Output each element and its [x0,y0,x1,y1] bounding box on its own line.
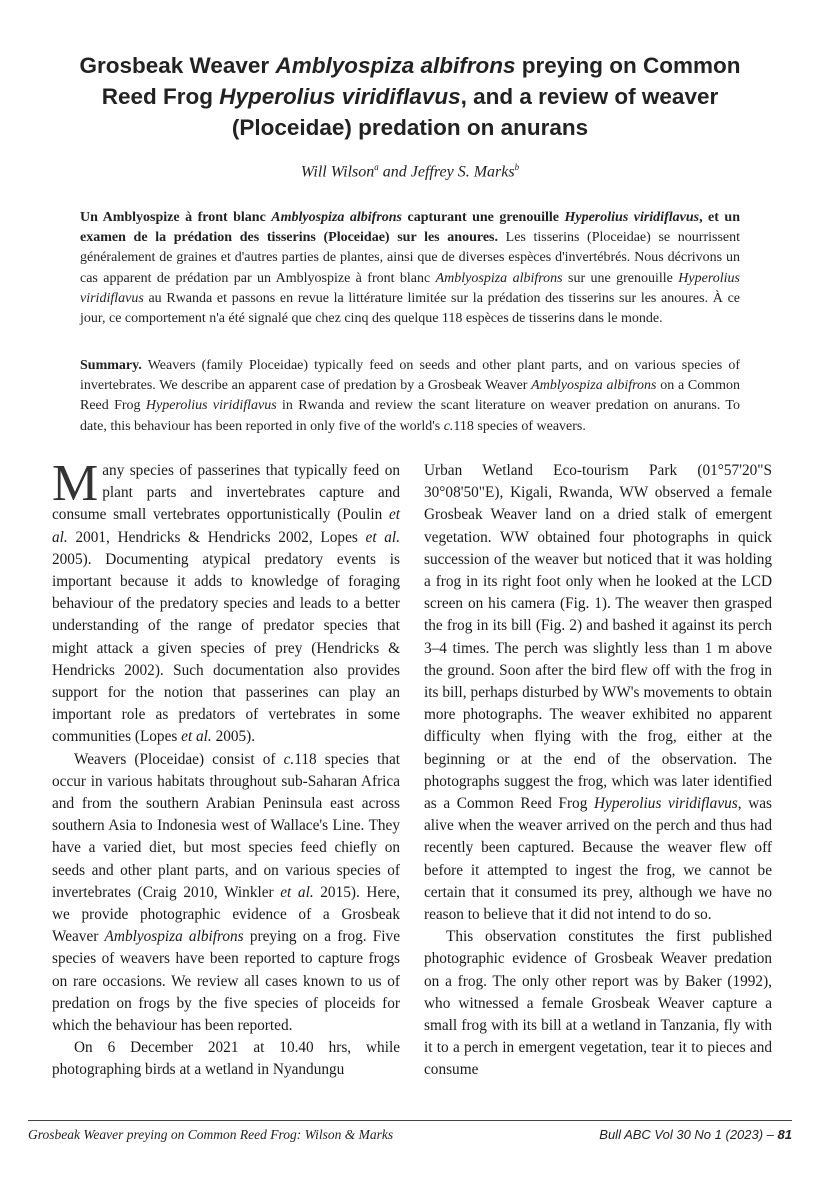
author-line [40,156,780,183]
body-text: , was alive when the weaver arrived on the perch and thus had recently been captured. Because the weaver flew off before it attempted to ingest the frog, we cannot be certain that it consumed its prey, although we have no reason to believe that it did not intend to do so. [424,795,772,924]
body-paragraph [424,460,772,926]
body-text: et al. [181,728,212,746]
body-paragraph [52,749,400,1038]
title-text: Reed Frog [101,84,220,109]
species-name: Hyperolius viridiflavus [594,795,738,813]
body-text: 118 species that occur in various habitats throughout sub-Saharan Africa and from the southern Arabian Peninsula east across southern Asia to Indonesia west of Wallace's Line. They have a varied diet, but most species feed chiefly on seeds and other plant parts, and on various species of invertebrates (Craig 2010, Winkler [52,750,400,901]
body-column-right [424,460,772,1082]
abstract-text: au Rwanda et passons en revue la littérature limitée sur la prédation des tisserins sur les anoures. À ce jour, ce comportement n'a été signalé que chez cinq des quelque 118 espèces de tisserins dans le monde. [80,290,740,327]
body-text: Weavers (Ploceidae) consist of [74,750,284,768]
body-text: c. [283,750,295,768]
title-text: Grosbeak Weaver [79,53,276,78]
abstract-text: in Rwanda and review the scant literature on weaver predation on anurans. To date, this behaviour has been reported in only five of the world's [80,398,741,434]
body-column-left [52,455,400,1082]
french-abstract [80,208,740,329]
english-summary [80,356,740,437]
abstract-text: on a Common Reed Frog [80,378,740,414]
title-species-name: Hyperolius viridiflavus [219,84,461,109]
title-species-name: Amblyospiza albifrons [275,53,516,78]
abstract-text: Un Amblyospize à front blanc [80,210,272,225]
title-text: preying on Common [515,53,741,78]
body-text: 2015). Here, we provide photographic evidence of a Grosbeak Weaver [52,883,400,946]
abstract-text: capturant une grenouille [402,210,565,225]
species-name: Amblyospiza albifrons [104,928,244,946]
body-text: Urban Wetland Eco-tourism Park (01°57'20"S 30°08'50"E), Kigali, Rwanda, WW observed a female Grosbeak Weaver land on a dried stalk of emergent vegetation. WW obtained four photographs in quick succession of the weaver but noticed that it was holding a frog in its right foot only when he looked at the LCD screen on his camera (Fig. 1). The weaver then grasped the frog in its bill (Fig. 2) and bashed it against its perch 3–4 times. The perch was slightly less than 1 m above the ground. Soon after the bird flew off with the frog in its bill, perhaps disturbed by WW's movements to obtain more photographs. The weaver exhibited no apparent difficulty when flying with the frog, either at the beginning or at the end of the observation. The photographs suggest the frog, which was later identified as a Common Reed Frog [424,462,772,813]
title-text: (Ploceidae) predation on anurans [231,115,589,140]
species-name: Hyperolius viridiflavus [564,210,700,225]
body-paragraph [52,1037,400,1081]
footer-divider [28,1120,792,1121]
abstract-text: 118 species of weavers. [453,418,586,434]
body-text: any species of passerines that typically feed on plant parts and invertebrates capture and consume small vertebrates opportunistically (Poulin [52,462,400,524]
abstract-text: sur une grenouille [562,270,679,286]
running-footer-journal [599,1127,792,1142]
body-text: et al. [280,883,314,901]
page-number: 81 [777,1127,792,1142]
species-name: Amblyospiza albifrons [271,210,403,225]
body-paragraph [52,455,400,749]
abstract-text: Les tisserins (Ploceidae) se nourrissent généralement de graines et d'autres parties de plantes, ainsi que de diverses espèces d'invertébrés. Nous décrivons un cas apparent de prédation par un Amblyospize à front blanc [80,230,740,286]
running-footer-title: Grosbeak Weaver preying on Common Reed Frog: Wilson & Marks [28,1127,394,1142]
journal-citation: Bull ABC Vol 30 No 1 (2023) – [599,1127,778,1142]
drop-cap: M [52,455,99,512]
author-separator: and [378,163,411,181]
body-paragraph [424,926,772,1081]
species-name: Amblyospiza albifrons [531,378,657,394]
body-text: et al. [52,506,400,546]
summary-label: Summary. [80,358,142,373]
species-name: Amblyospiza albifrons [435,270,563,286]
abstract-text: c. [443,418,454,434]
article-title [40,50,780,143]
title-text: , and a review of weaver [460,84,719,109]
body-text: et al. [365,528,400,546]
body-text: This observation constitutes the first published photographic evidence of Grosbeak Weaver predation on a frog. The only other report was by Baker (1992), who witnessed a female Grosbeak Weaver capture a small frog with its bill at a wetland in Tanzania, fly with it to a perch in emergent vegetation, tear it to pieces and consume [424,928,772,1079]
body-text: 2005). Documenting atypical predatory events is important because it adds to knowledge of foraging behaviour of the predatory species and leads to a better understanding of the range of predator species that might attack a given species of prey (Hendricks & Hendricks 2002). Such documentation also provides support for the notion that passerines can play an important role as predators of vertebrates in some communities (Lopes [52,550,400,746]
author-name: Will Wilson [300,163,375,181]
author-name: Jeffrey S. Marks [410,163,515,181]
abstract-text: , et un examen de la prédation des tisserins (Ploceidae) sur les anoures. [80,210,740,246]
affiliation-marker: a [374,162,379,172]
body-text: preying on a frog. Five species of weavers have been reported to capture frogs on rare occasions. We review all cases known to us of predation on frogs by the five species of ploceids for which the behaviour has been reported. [52,928,400,1035]
body-text: 2005). [211,728,256,746]
body-text: On 6 December 2021 at 10.40 hrs, while photographing birds at a wetland in Nyandungu [52,1039,400,1079]
species-name: Hyperolius viridiflavus [145,398,277,414]
abstract-text: Weavers (family Ploceidae) typically feed on seeds and other plant parts, and on various species of invertebrates. We describe an apparent case of predation by a Grosbeak Weaver [80,358,740,394]
affiliation-marker: b [514,162,520,172]
species-name: Hyperolius viridiflavus [80,270,740,306]
body-text: 2001, Hendricks & Hendricks 2002, Lopes [67,528,366,546]
